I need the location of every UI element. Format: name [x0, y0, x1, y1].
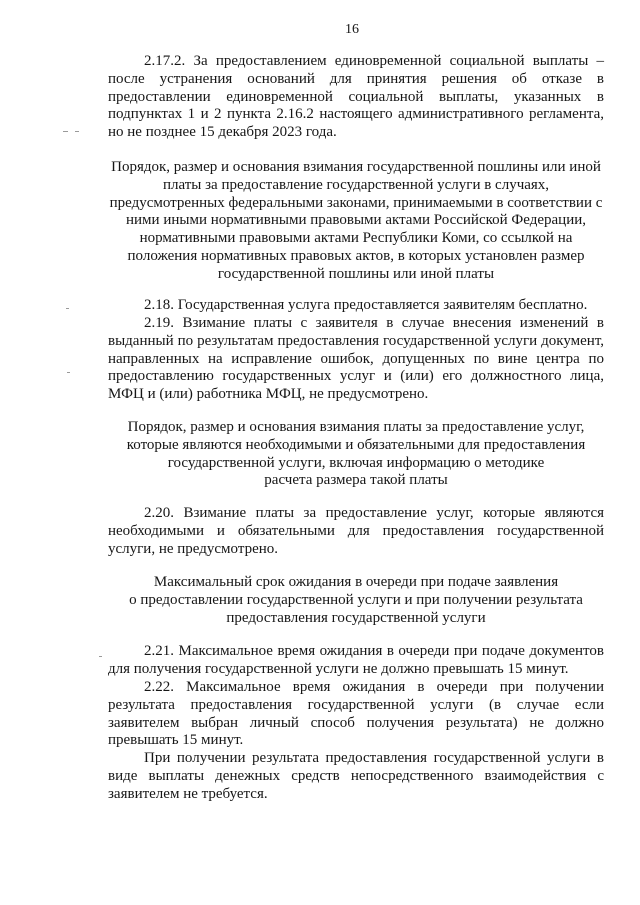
heading-state-fee	[88, 159, 624, 284]
paragraph-payment-result-line: При получении результата предоставления государственной услуги в	[144, 750, 604, 766]
paragraph-payment-result	[108, 750, 604, 803]
heading-queue-time-line: предоставления государственной услуги	[226, 609, 486, 626]
heading-paid-services-line: государственной услуги, включая информацию о методике	[167, 454, 545, 471]
section-2-22-line: превышать 15 минут.	[108, 732, 244, 749]
heading-state-fee-line: ними иными нормативными правовыми актами Российской Федерации,	[126, 212, 586, 229]
heading-paid-services-line: которые являются необходимыми и обязательными для предоставления	[126, 436, 586, 453]
scan-speck	[63, 131, 68, 132]
section-2-21-line: 2.21. Максимальное время ожидания в очереди при подаче документов	[144, 643, 604, 659]
heading-state-fee-line: предусмотренных федеральными законами, принимаемыми в соответствии с	[109, 194, 603, 211]
section-2-17-2	[108, 53, 604, 142]
section-2-21	[108, 643, 604, 679]
heading-queue-time-line: Максимальный срок ожидания в очереди при подаче заявления	[153, 574, 559, 590]
scan-speck	[99, 656, 102, 657]
section-2-19-line: 2.19. Взимание платы с заявителя в случае внесения изменений в	[144, 315, 604, 331]
section-2-20-line: услуги, не предусмотрено.	[108, 540, 279, 557]
section-2-17-2-line: 2.17.2. За предоставлением единовременной социальной выплаты –	[144, 53, 604, 69]
section-2-20-line: необходимыми и обязательными для предоставления государственной	[108, 522, 604, 539]
section-2-22	[108, 679, 604, 750]
section-2-19-line: выданный по результатам предоставления государственной услуги документ,	[108, 332, 604, 349]
section-2-22-line: результата предоставления государственной услуги (в случае если	[108, 696, 604, 713]
section-2-21-line: для получения государственной услуги не должно превышать 15 минут.	[108, 660, 569, 677]
heading-state-fee-line: государственной пошлины или иной платы	[217, 265, 495, 282]
heading-paid-services-line: расчета размера такой платы	[264, 472, 448, 489]
scan-speck	[75, 131, 79, 132]
heading-state-fee-line: Порядок, размер и основания взимания государственной пошлины или иной	[111, 159, 601, 175]
heading-queue-time-line: о предоставлении государственной услуги и при получении результата	[129, 591, 583, 608]
paragraph-payment-result-line: виде выплаты денежных средств непосредственного взаимодействия с	[108, 767, 604, 784]
heading-state-fee-line: нормативными правовыми актами Республики Коми, со ссылкой на	[139, 230, 573, 247]
heading-paid-services	[88, 419, 624, 490]
heading-paid-services-line: Порядок, размер и основания взимания платы за предоставление услуг,	[127, 419, 585, 435]
section-2-19	[108, 315, 604, 404]
heading-queue-time	[88, 574, 624, 627]
heading-state-fee-line: платы за предоставление государственной услуги в случаях,	[162, 176, 550, 193]
section-2-22-line: заявителем выбран личный способ получения результата) не должно	[108, 714, 604, 731]
section-2-20	[108, 505, 604, 558]
page-number: 16	[345, 22, 359, 37]
section-2-20-line: 2.20. Взимание платы за предоставление услуг, которые являются	[144, 505, 604, 521]
scan-speck	[67, 372, 70, 373]
section-2-19-line: направленных на исправление ошибок, допущенных по вине центра по	[108, 350, 604, 367]
section-2-17-2-line: предоставлении единовременной социальной выплаты, указанных в	[108, 88, 604, 105]
section-2-18	[108, 297, 604, 315]
section-2-19-line: МФЦ и (или) работника МФЦ, не предусмотрено.	[108, 386, 429, 403]
section-2-17-2-line: подпунктах 1 и 2 пункта 2.16.2 настоящего административного регламента,	[108, 106, 604, 123]
section-2-22-line: 2.22. Максимальное время ожидания в очереди при получении	[144, 679, 604, 695]
heading-state-fee-line: положения нормативных правовых актов, в которых установлен размер	[127, 247, 585, 264]
scan-speck	[66, 308, 69, 309]
section-2-17-2-line: после устранения оснований для принятия решения об отказе в	[108, 70, 604, 87]
section-2-19-line: предоставлению государственных услуг и (или) его должностного лица,	[108, 368, 604, 385]
section-2-17-2-line: но не позднее 15 декабря 2023 года.	[108, 124, 337, 141]
section-2-18-line: 2.18. Государственная услуга предоставляется заявителям бесплатно.	[144, 297, 588, 313]
paragraph-payment-result-line: заявителем не требуется.	[108, 785, 268, 802]
